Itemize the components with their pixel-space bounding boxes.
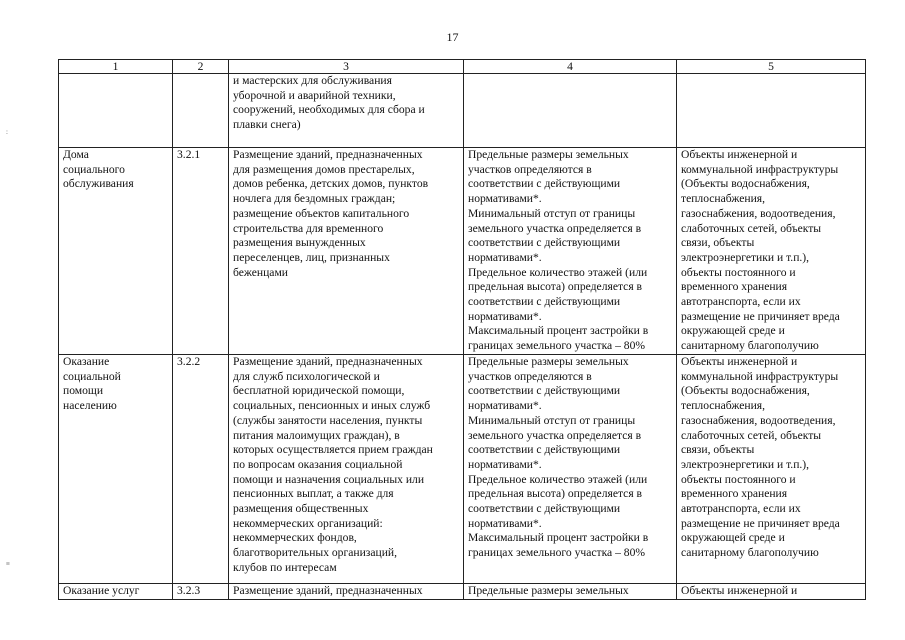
text-line: и мастерских для обслуживания xyxy=(233,74,392,87)
description-cell xyxy=(229,584,464,600)
text-line: окружающей среде и xyxy=(681,324,785,338)
text-line: населению xyxy=(63,399,117,413)
text-line: 3.2.3 xyxy=(177,584,201,597)
text-line: Предельное количество этажей (или xyxy=(468,472,648,486)
text-line: Предельное количество этажей (или xyxy=(468,265,648,279)
text-line: предельная высота) определяется в xyxy=(468,487,643,501)
table-row xyxy=(59,584,866,600)
text-line: Объекты инженерной и xyxy=(681,584,798,597)
text-line: домов ребенка, детских домов, пунктов xyxy=(233,177,429,191)
type-code-cell xyxy=(173,74,229,148)
type-name-cell xyxy=(59,584,173,600)
text-line: клубов по интересам xyxy=(233,560,337,574)
text-line: газоснабжения, водоотведения, xyxy=(681,413,836,427)
text-line: соответствии с действующими xyxy=(468,384,621,398)
text-line: электроэнергетики и т.п.), xyxy=(681,250,810,264)
text-line: Предельные размеры земельных xyxy=(468,584,629,597)
table-row xyxy=(59,355,866,584)
text-line: Максимальный процент застройки в xyxy=(468,531,649,545)
description-cell xyxy=(229,148,464,355)
text-line: объекты постоянного и xyxy=(681,265,796,279)
text-line: Предельные размеры земельных xyxy=(468,148,629,161)
text-line: (Объекты водоснабжения, xyxy=(681,384,810,398)
text-line: помощи xyxy=(63,384,104,398)
text-line: по вопросам оказания социальной xyxy=(233,457,403,471)
text-line: обслуживания xyxy=(63,177,134,191)
text-line: бесплатной юридической помощи, xyxy=(233,384,405,398)
text-line: нормативами*. xyxy=(468,309,542,323)
text-line: временного хранения xyxy=(681,487,788,501)
text-line: теплоснабжения, xyxy=(681,192,766,206)
text-line: Объекты инженерной и xyxy=(681,148,798,161)
text-line: размещение не причиняет вреда xyxy=(681,309,840,323)
column-number-2: 2 xyxy=(173,60,229,74)
text-line: коммунальной инфраструктуры xyxy=(681,162,839,176)
text-line: Оказание xyxy=(63,355,110,368)
text-line: связи, объекты xyxy=(681,236,755,250)
text-line: временного хранения xyxy=(681,280,788,294)
text-line: уборочной и аварийной техники, xyxy=(233,88,396,102)
permitted-objects-cell xyxy=(677,584,866,600)
type-code-cell xyxy=(173,584,229,600)
text-line: участков определяются в xyxy=(468,369,592,383)
text-line: соответствии с действующими xyxy=(468,502,621,516)
text-line: социальной xyxy=(63,369,121,383)
table-row xyxy=(59,74,866,148)
text-line: электроэнергетики и т.п.), xyxy=(681,457,810,471)
text-line: нормативами*. xyxy=(468,457,542,471)
text-line: слаботочных сетей, объекты xyxy=(681,428,822,442)
permitted-objects-cell xyxy=(677,74,866,148)
column-number-4: 4 xyxy=(464,60,677,74)
text-line: Объекты инженерной и xyxy=(681,355,798,368)
text-line: ночлега для бездомных граждан; xyxy=(233,192,396,206)
type-name-cell xyxy=(59,74,173,148)
text-line: Размещение зданий, предназначенных xyxy=(233,355,423,368)
type-code-cell xyxy=(173,148,229,355)
text-line: 3.2.1 xyxy=(177,148,201,161)
text-line: соответствии с действующими xyxy=(468,295,621,309)
text-line: (службы занятости населения, пункты xyxy=(233,413,423,427)
zoning-table xyxy=(58,59,866,600)
text-line: Минимальный отступ от границы xyxy=(468,206,636,220)
text-line: некоммерческих организаций: xyxy=(233,516,383,530)
text-line: Оказание услуг xyxy=(63,584,140,597)
text-line: Максимальный процент застройки в xyxy=(468,324,649,338)
type-name-cell xyxy=(59,355,173,584)
text-line: нормативами*. xyxy=(468,399,542,413)
text-line: границах земельного участка – 80% xyxy=(468,546,646,560)
text-line: границах земельного участка – 80% xyxy=(468,339,646,353)
text-line: связи, объекты xyxy=(681,443,755,457)
text-line: размещения вынужденных xyxy=(233,236,366,250)
permitted-objects-cell xyxy=(677,148,866,355)
text-line: для служб психологической и xyxy=(233,369,380,383)
text-line: нормативами*. xyxy=(468,192,542,206)
text-line: окружающей среде и xyxy=(681,531,785,545)
column-number-3: 3 xyxy=(229,60,464,74)
text-line: социального xyxy=(63,162,125,176)
type-name-cell xyxy=(59,148,173,355)
margin-tick-mark: : xyxy=(6,128,8,136)
text-line: газоснабжения, водоотведения, xyxy=(681,206,836,220)
parameters-cell xyxy=(464,584,677,600)
text-line: беженцами xyxy=(233,265,288,279)
text-line: 3.2.2 xyxy=(177,355,201,368)
text-line: земельного участка определяется в xyxy=(468,221,642,235)
text-line: питания малоимущих граждан), в xyxy=(233,428,400,442)
text-line: строительства для временного xyxy=(233,221,384,235)
text-line: автотранспорта, если их xyxy=(681,295,801,309)
text-line: нормативами*. xyxy=(468,250,542,264)
text-line: социальных, пенсионных и иных служб xyxy=(233,399,431,413)
text-line: санитарному благополучию xyxy=(681,546,819,560)
description-cell xyxy=(229,74,464,148)
text-line: плавки снега) xyxy=(233,118,301,132)
table-header-row xyxy=(59,60,866,74)
type-code-cell xyxy=(173,355,229,584)
column-number-1: 1 xyxy=(59,60,173,74)
text-line: слаботочных сетей, объекты xyxy=(681,221,822,235)
margin-tick-mark: ≡ xyxy=(6,560,10,568)
text-line: объекты постоянного и xyxy=(681,472,796,486)
text-line: участков определяются в xyxy=(468,162,592,176)
parameters-cell xyxy=(464,355,677,584)
text-line: автотранспорта, если их xyxy=(681,502,801,516)
text-line: некоммерческих фондов, xyxy=(233,531,357,545)
column-number-5: 5 xyxy=(677,60,866,74)
text-line: соответствии с действующими xyxy=(468,443,621,457)
text-line: сооружений, необходимых для сбора и xyxy=(233,103,425,117)
text-line: Размещение зданий, предназначенных xyxy=(233,584,423,597)
text-line: предельная высота) определяется в xyxy=(468,280,643,294)
parameters-cell xyxy=(464,74,677,148)
text-line: переселенцев, лиц, признанных xyxy=(233,250,390,264)
table-row xyxy=(59,148,866,355)
text-line: нормативами*. xyxy=(468,516,542,530)
text-line: пенсионных выплат, а также для xyxy=(233,487,394,501)
parameters-cell xyxy=(464,148,677,355)
text-line: Предельные размеры земельных xyxy=(468,355,629,368)
text-line: Дома xyxy=(63,148,89,161)
page-number: 17 xyxy=(446,30,459,44)
text-line: санитарному благополучию xyxy=(681,339,819,353)
description-cell xyxy=(229,355,464,584)
text-line: которых осуществляется прием граждан xyxy=(233,443,433,457)
text-line: размещения общественных xyxy=(233,502,369,516)
text-line: теплоснабжения, xyxy=(681,399,766,413)
text-line: для размещения домов престарелых, xyxy=(233,162,415,176)
text-line: помощи и назначения социальных или xyxy=(233,472,425,486)
text-line: земельного участка определяется в xyxy=(468,428,642,442)
text-line: (Объекты водоснабжения, xyxy=(681,177,810,191)
text-line: размещение не причиняет вреда xyxy=(681,516,840,530)
text-line: коммунальной инфраструктуры xyxy=(681,369,839,383)
text-line: размещение объектов капитального xyxy=(233,206,410,220)
text-line: Минимальный отступ от границы xyxy=(468,413,636,427)
text-line: соответствии с действующими xyxy=(468,236,621,250)
text-line: благотворительных организаций, xyxy=(233,546,398,560)
permitted-objects-cell xyxy=(677,355,866,584)
text-line: соответствии с действующими xyxy=(468,177,621,191)
text-line: Размещение зданий, предназначенных xyxy=(233,148,423,161)
